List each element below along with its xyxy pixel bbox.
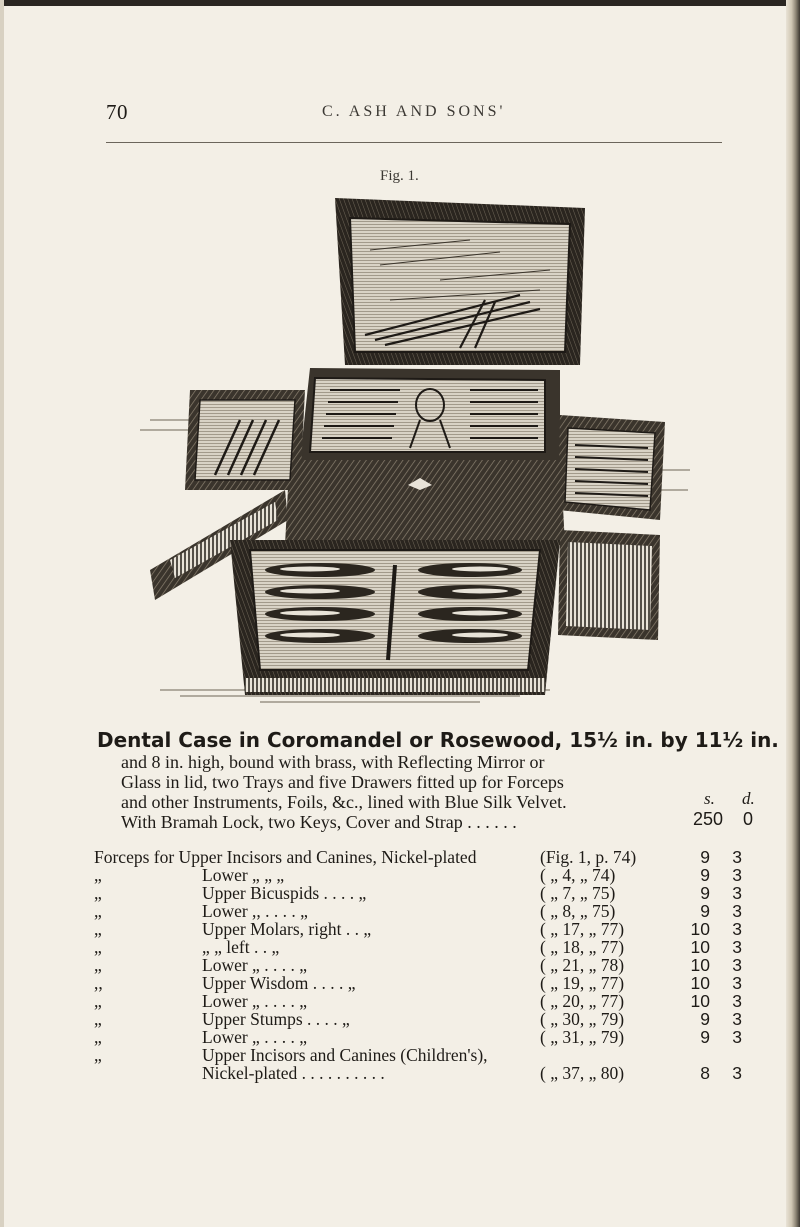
ditto-mark: „ (94, 901, 102, 921)
page-top-edge (0, 0, 800, 6)
price-shillings: 10 (690, 973, 710, 993)
forceps-label: Forceps for Upper Incisors and Canines, Nickel-plated (94, 847, 477, 867)
ditto-mark: „ (94, 955, 102, 975)
price-pence: 3 (732, 955, 742, 975)
forceps-label: Lower „ „ „ (202, 865, 285, 885)
price-pence: 3 (732, 937, 742, 957)
price-shillings: 9 (700, 901, 710, 921)
ditto-mark: „ (94, 1009, 102, 1029)
product-description (97, 728, 779, 832)
forceps-row (94, 956, 774, 974)
pence-column-header: d. (742, 789, 755, 808)
description-line: and 8 in. high, bound with brass, with Reflecting Mirror or (121, 752, 545, 772)
forceps-label: Upper Bicuspids . . . . „ (202, 883, 367, 903)
price-pence: 3 (732, 1063, 742, 1083)
forceps-label: Lower „ . . . . „ (202, 1027, 307, 1047)
forceps-label: Nickel-plated . . . . . . . . . . (202, 1063, 385, 1083)
price-pence: 3 (732, 847, 742, 867)
price-shillings: 10 (690, 937, 710, 957)
ditto-mark: „ (94, 991, 102, 1011)
figure-reference: ( „ 21, „ 78) (540, 955, 625, 975)
price-shillings: 9 (700, 883, 710, 903)
figure-reference: (Fig. 1, p. 74) (540, 847, 637, 867)
figure-reference: ( „ 31, „ 79) (540, 1027, 625, 1047)
description-last-line: With Bramah Lock, two Keys, Cover and Strap . . . . . . (121, 812, 517, 832)
figure-reference: ( „ 17, „ 77) (540, 919, 625, 939)
page-number: 70 (106, 100, 128, 124)
price-pence: 3 (732, 1009, 742, 1029)
price-pence: 3 (732, 865, 742, 885)
figure-reference: ( „ 20, „ 77) (540, 991, 625, 1011)
ditto-mark: ,, (94, 973, 103, 993)
product-title: Dental Case in Coromandel or Rosewood, 15½ in. by 11½ in. (97, 728, 779, 752)
forceps-row (94, 1064, 774, 1082)
price-shillings: 9 (700, 1009, 710, 1029)
forceps-label: Upper Stumps . . . . „ (202, 1009, 350, 1029)
figure-reference: ( „ 30, „ 79) (540, 1009, 625, 1029)
figure-reference: ( „ 4, „ 74) (540, 865, 616, 885)
price-pence: 3 (732, 1027, 742, 1047)
figure-reference: ( „ 18, „ 77) (540, 937, 625, 957)
forceps-row (94, 848, 774, 866)
forceps-label: Upper Wisdom . . . . „ (202, 973, 356, 993)
figure-caption: Fig. 1. (380, 168, 419, 184)
dental-case-illustration (140, 190, 690, 710)
price-shillings: 10 (690, 919, 710, 939)
description-line: Glass in lid, two Trays and five Drawers fitted up for Forceps (121, 772, 564, 792)
forceps-row (94, 920, 774, 938)
page-right-edge (786, 0, 800, 1227)
description-line: and other Instruments, Foils, &c., lined with Blue Silk Velvet. (121, 792, 567, 812)
figure-reference: ( „ 19, „ 77) (540, 973, 625, 993)
running-head: C. ASH AND SONS' (322, 103, 506, 120)
price-shillings: 9 (700, 865, 710, 885)
ditto-mark: „ (94, 883, 102, 903)
forceps-row (94, 1046, 774, 1064)
price-pence: 3 (732, 919, 742, 939)
price-pence: 3 (732, 973, 742, 993)
case-price-pence: 0 (743, 809, 754, 829)
ditto-mark: „ (94, 1045, 102, 1065)
forceps-label: Lower „ . . . . „ (202, 991, 307, 1011)
forceps-label: „ „ left . . „ (202, 937, 280, 957)
forceps-row (94, 902, 774, 920)
dental-case-engraving-icon (140, 190, 690, 710)
forceps-label: Lower ,, . . . . „ (202, 901, 308, 921)
price-shillings: 9 (700, 847, 710, 867)
forceps-label: Upper Incisors and Canines (Children's), (202, 1045, 488, 1065)
case-price-shillings: 250 (693, 809, 724, 829)
ditto-mark: „ (94, 865, 102, 885)
forceps-price-list (94, 848, 774, 1082)
forceps-row (94, 884, 774, 902)
figure-reference: ( „ 8, „ 75) (540, 901, 616, 921)
price-shillings: 10 (690, 991, 710, 1011)
figure-reference: ( „ 7, „ 75) (540, 883, 616, 903)
price-pence: 3 (732, 883, 742, 903)
forceps-row (94, 992, 774, 1010)
forceps-row (94, 1028, 774, 1046)
figure-reference: ( „ 37, „ 80) (540, 1063, 625, 1083)
page-left-edge (0, 0, 4, 1227)
forceps-row (94, 974, 774, 992)
price-pence: 3 (732, 991, 742, 1011)
price-shillings: 10 (690, 955, 710, 975)
forceps-label: Upper Molars, right . . „ (202, 919, 372, 939)
shillings-column-header: s. (704, 789, 715, 808)
forceps-row (94, 1010, 774, 1028)
price-shillings: 8 (700, 1063, 710, 1083)
forceps-row (94, 866, 774, 884)
price-shillings: 9 (700, 1027, 710, 1047)
ditto-mark: „ (94, 1027, 102, 1047)
forceps-label: Lower „ . . . . „ (202, 955, 307, 975)
forceps-row (94, 938, 774, 956)
ditto-mark: „ (94, 919, 102, 939)
ditto-mark: „ (94, 937, 102, 957)
price-pence: 3 (732, 901, 742, 921)
header-rule (106, 142, 722, 143)
